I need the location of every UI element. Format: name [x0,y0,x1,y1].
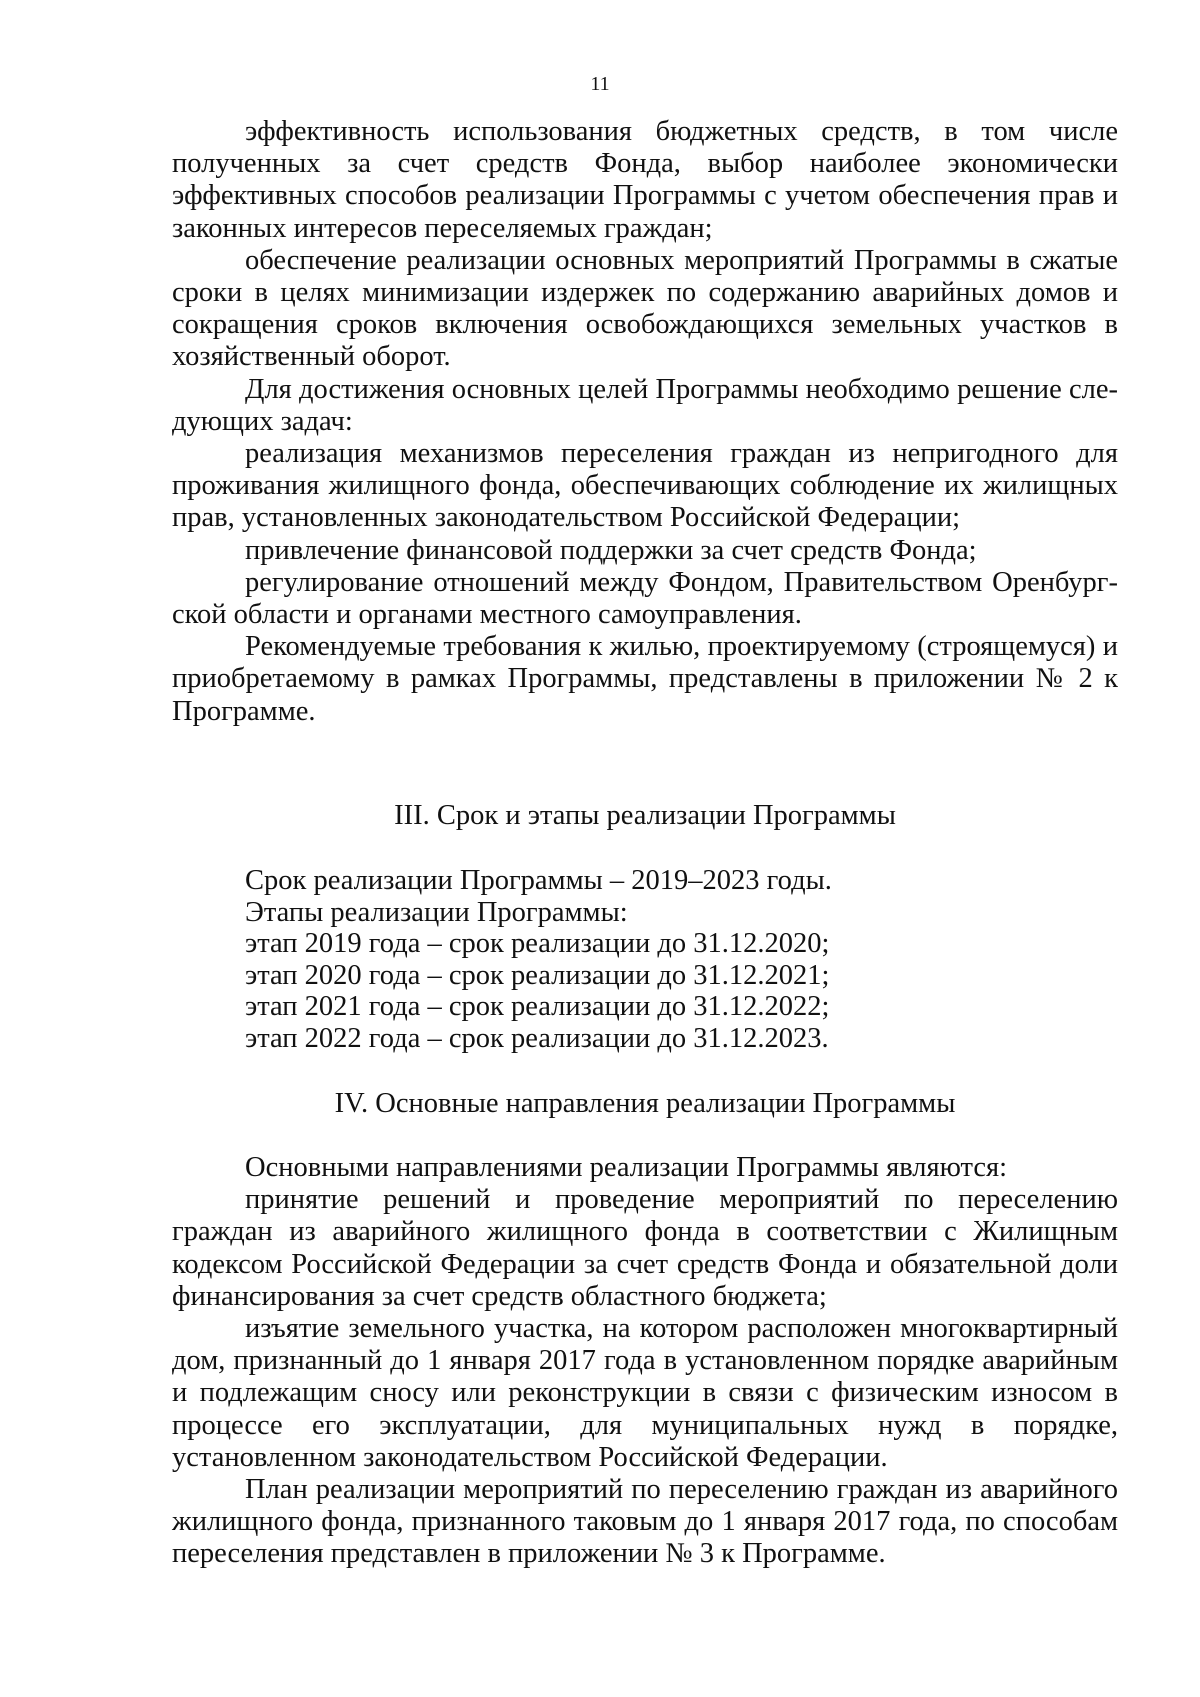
paragraph: эффективность использования бюджетных средств, в том числе полученных за счет средств Фонда, выбор наиболее экономически эффективных способов реализации Программы с учетом обеспечения прав и законных интересов переселяемых граждан; [172,116,1118,244]
paragraph: принятие решений и проведение мероприятий по переселению граждан из аварийного жилищного фонда в соответствии с Жилищным кодексом Российской Федерации за счет средств Фонда и обязательной доли финансирования за счет средств областного бюджета; [172,1184,1118,1312]
list-item: этап 2019 года – срок реализации до 31.12.2020; [245,928,830,960]
section-3-heading: III. Срок и этапы реализации Программы [394,800,896,831]
paragraph: привлечение финансовой поддержки за счет средств Фонда; [245,534,977,566]
paragraph: Основными направлениями реализации Программы являются: [245,1152,1007,1183]
list-item: Срок реализации Программы – 2019–2023 годы. [245,865,832,896]
paragraph: Рекомендуемые требования к жилью, проектируемому (строящемуся) и приобретаемому в рамках Программы, представлены в приложении № 2 к Программе. [172,631,1118,727]
paragraph: реализация механизмов переселения граждан из непригодного для проживания жилищного фонда, обеспечивающих соблюдение их жилищных прав, установленных законодательством Российской Федерации; [172,438,1118,534]
list-item: этап 2022 года – срок реализации до 31.12.2023. [245,1022,829,1054]
page-number: 11 [590,73,610,95]
paragraph: регулирование отношений между Фондом, Правительством Оренбургской области и органами местного самоуправления. [172,566,1118,631]
paragraph: обеспечение реализации основных мероприятий Программы в сжатые сроки в целях минимизации издержек по содержанию аварийных домов и сокращения сроков включения освобождающихся земельных участков в хозяйственный оборот. [172,244,1118,373]
paragraph: План реализации мероприятий по переселению граждан из аварийного жилищного фонда, признанного таковым до 1 января 2017 года, по способам переселения представлен в приложении № 3 к Программе. [172,1474,1118,1570]
section-4-heading: IV. Основные направления реализации Программы [334,1088,956,1119]
section-4-body [172,1152,1118,1571]
section-3-list [245,865,1118,1055]
list-item: этап 2021 года – срок реализации до 31.12.2022; [245,991,830,1023]
intro-section [172,116,1118,728]
paragraph: Для достижения основных целей Программы необходимо решение следующих задач: [172,373,1118,437]
list-item: Этапы реализации Программы: [245,896,628,928]
list-item: этап 2020 года – срок реализации до 31.12.2021; [245,959,830,991]
paragraph: изъятие земельного участка, на котором расположен многоквартирный дом, признанный до 1 января 2017 года в установленном порядке аварийным и подлежащим сносу или реконструкции в связи с физическим износом в процессе его эксплуатации, для муниципальных нужд в порядке, установленном законодательством Российской Федерации. [172,1313,1118,1473]
